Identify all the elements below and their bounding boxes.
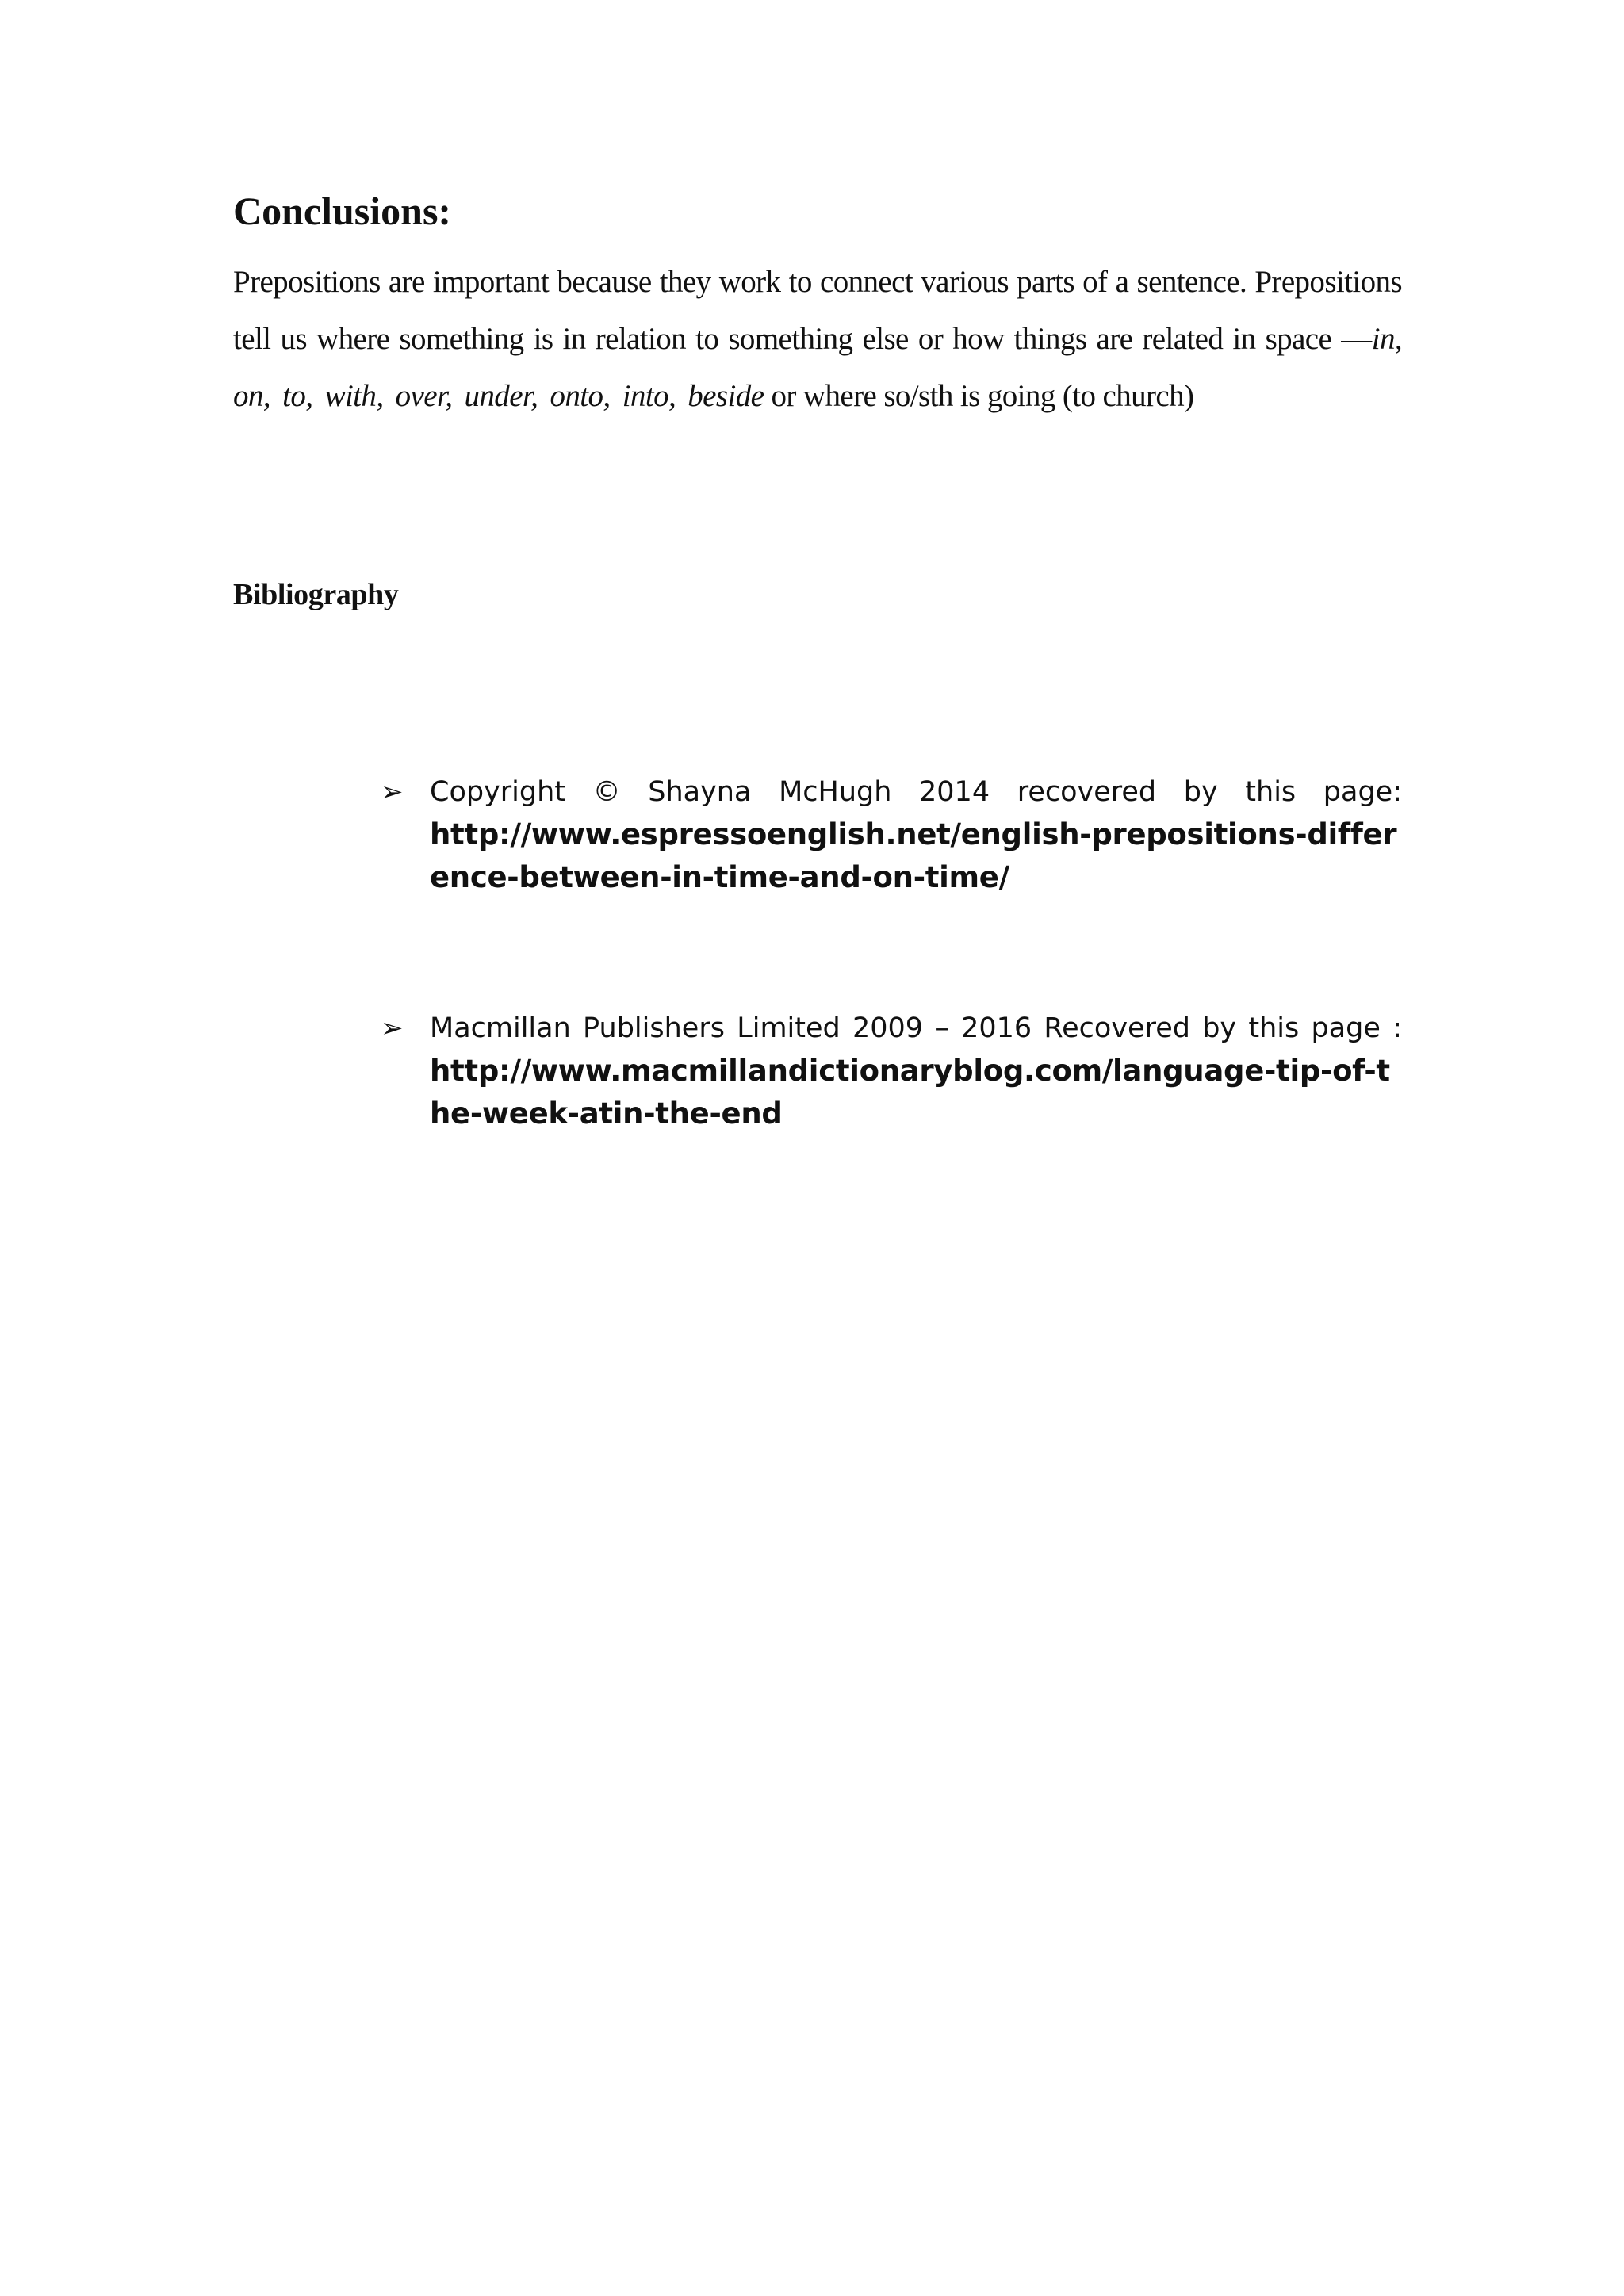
- bibliography-entry-url[interactable]: http://www.espressoenglish.net/english-prepositions-difference-between-in-time-and-on-time/: [430, 817, 1397, 894]
- conclusions-text-start: Prepositions are important because they work to connect various parts of a sentence. Prepositions tell us where something is in relation to something else or how things are related in space —: [233, 265, 1402, 356]
- source-word: 2016: [961, 1012, 1032, 1044]
- source-word: 2014: [919, 776, 990, 808]
- conclusions-paragraph: [233, 254, 1402, 425]
- source-word: page:: [1323, 776, 1402, 808]
- source-word: McHugh: [779, 776, 892, 808]
- bibliography-entry-source: [430, 771, 1402, 813]
- source-word: Copyright: [430, 776, 566, 808]
- source-word: 2009: [852, 1012, 924, 1044]
- source-word: by: [1202, 1012, 1237, 1044]
- arrow-bullet-icon: ➢: [381, 776, 404, 808]
- source-word: by: [1183, 776, 1218, 808]
- bibliography-entry: [381, 1007, 1402, 1135]
- source-word: Limited: [737, 1012, 841, 1044]
- source-word: –: [935, 1012, 949, 1044]
- bibliography-list: [381, 771, 1402, 1135]
- source-word: recovered: [1017, 776, 1157, 808]
- source-word: page: [1311, 1012, 1381, 1044]
- arrow-bullet-icon: ➢: [381, 1012, 404, 1044]
- source-word: Macmillan: [430, 1012, 571, 1044]
- source-word: Recovered: [1044, 1012, 1190, 1044]
- conclusions-preposition-examples: in, on, to, with, over, under, onto, into, beside: [233, 322, 1402, 413]
- source-word: ©: [592, 776, 621, 808]
- bibliography-heading: Bibliography: [233, 578, 399, 611]
- source-word: Shayna: [648, 776, 752, 808]
- conclusions-heading: Conclusions:: [233, 189, 452, 233]
- conclusions-text-end: or where so/sth is going (to church): [764, 379, 1194, 413]
- source-word: Publishers: [583, 1012, 725, 1044]
- source-word: this: [1248, 1012, 1300, 1044]
- source-word: :: [1392, 1012, 1402, 1044]
- bibliography-entry-source: [430, 1007, 1402, 1050]
- bibliography-entry: [381, 771, 1402, 899]
- source-word: this: [1245, 776, 1297, 808]
- bibliography-entry-url[interactable]: http://www.macmillandictionaryblog.com/language-tip-of-the-week-atin-the-end: [430, 1054, 1390, 1131]
